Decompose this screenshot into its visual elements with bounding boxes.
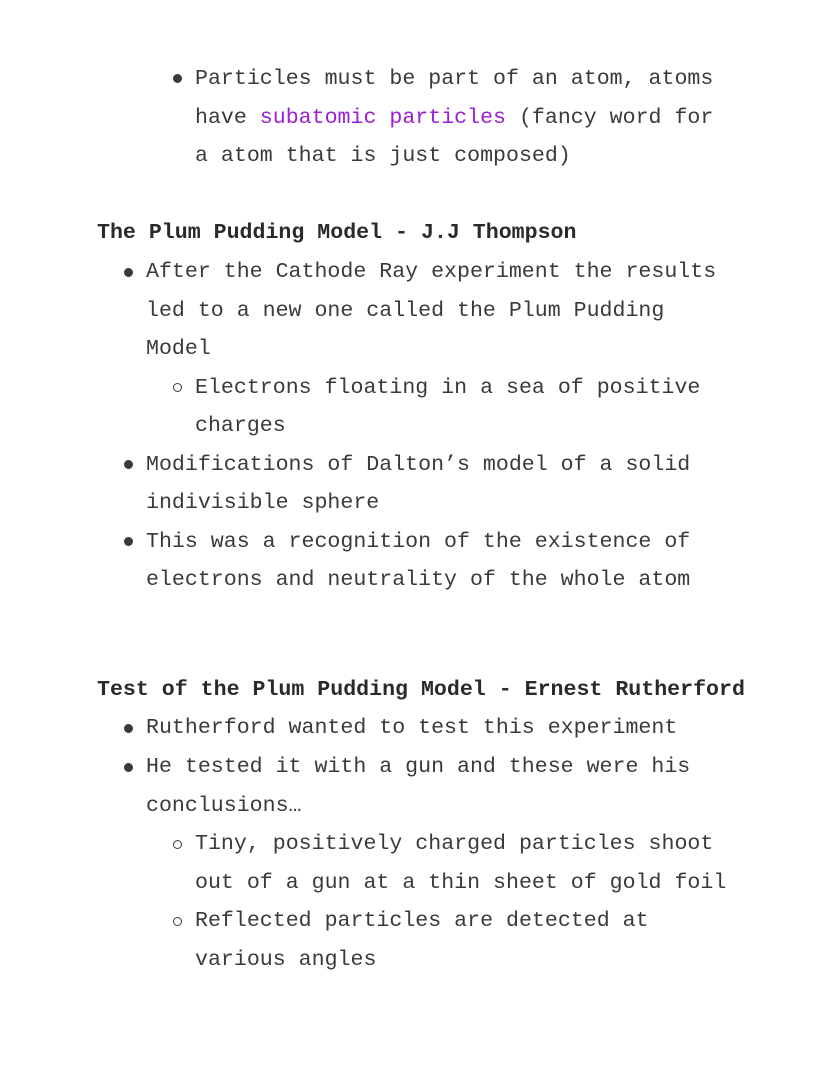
list-subitem-line: various angles xyxy=(195,947,377,972)
bullet-icon xyxy=(124,763,133,772)
bullet-icon xyxy=(124,268,133,277)
section-heading-plum-pudding: The Plum Pudding Model - J.J Thompson xyxy=(97,221,577,245)
list-item-line: indivisible sphere xyxy=(146,491,380,515)
list-subitem-line: Tiny, positively charged particles shoot xyxy=(195,832,714,856)
text-segment: have xyxy=(195,105,260,130)
section-heading-rutherford: Test of the Plum Pudding Model - Ernest Rutherford xyxy=(97,678,745,702)
bullet-icon xyxy=(124,724,133,733)
list-item-line: Modifications of Dalton’s model of a solid xyxy=(146,452,691,477)
list-item-line: This was a recognition of the existence of xyxy=(146,529,691,554)
hollow-bullet-icon xyxy=(173,917,182,926)
list-item-line: electrons and neutrality of the whole atom xyxy=(146,568,691,592)
hollow-bullet-icon xyxy=(173,383,182,392)
bullet-icon xyxy=(124,537,133,546)
list-item-line: conclusions… xyxy=(146,793,302,818)
hollow-bullet-icon xyxy=(173,840,182,849)
bullet-icon xyxy=(124,460,133,469)
list-item-line: a atom that is just composed) xyxy=(195,144,571,168)
list-subitem-line: Reflected particles are detected at xyxy=(195,909,649,933)
subatomic-particles-link[interactable]: subatomic particles xyxy=(259,105,507,130)
list-item-line xyxy=(195,99,713,138)
list-subitem-line: charges xyxy=(195,414,286,438)
list-item-line: After the Cathode Ray experiment the results xyxy=(146,260,717,284)
list-item-line: Model xyxy=(146,337,211,361)
list-item-line: He tested it with a gun and these were his xyxy=(146,755,691,779)
text-segment: (fancy word for xyxy=(506,105,714,130)
list-item-line: Rutherford wanted to test this experiment xyxy=(146,716,678,740)
bullet-icon xyxy=(173,74,182,83)
list-subitem-line: out of a gun at a thin sheet of gold foil xyxy=(195,870,727,895)
list-item-line: led to a new one called the Plum Pudding xyxy=(146,298,665,323)
list-subitem-line: Electrons floating in a sea of positive xyxy=(195,375,701,400)
list-item-line: Particles must be part of an atom, atoms xyxy=(195,67,714,91)
